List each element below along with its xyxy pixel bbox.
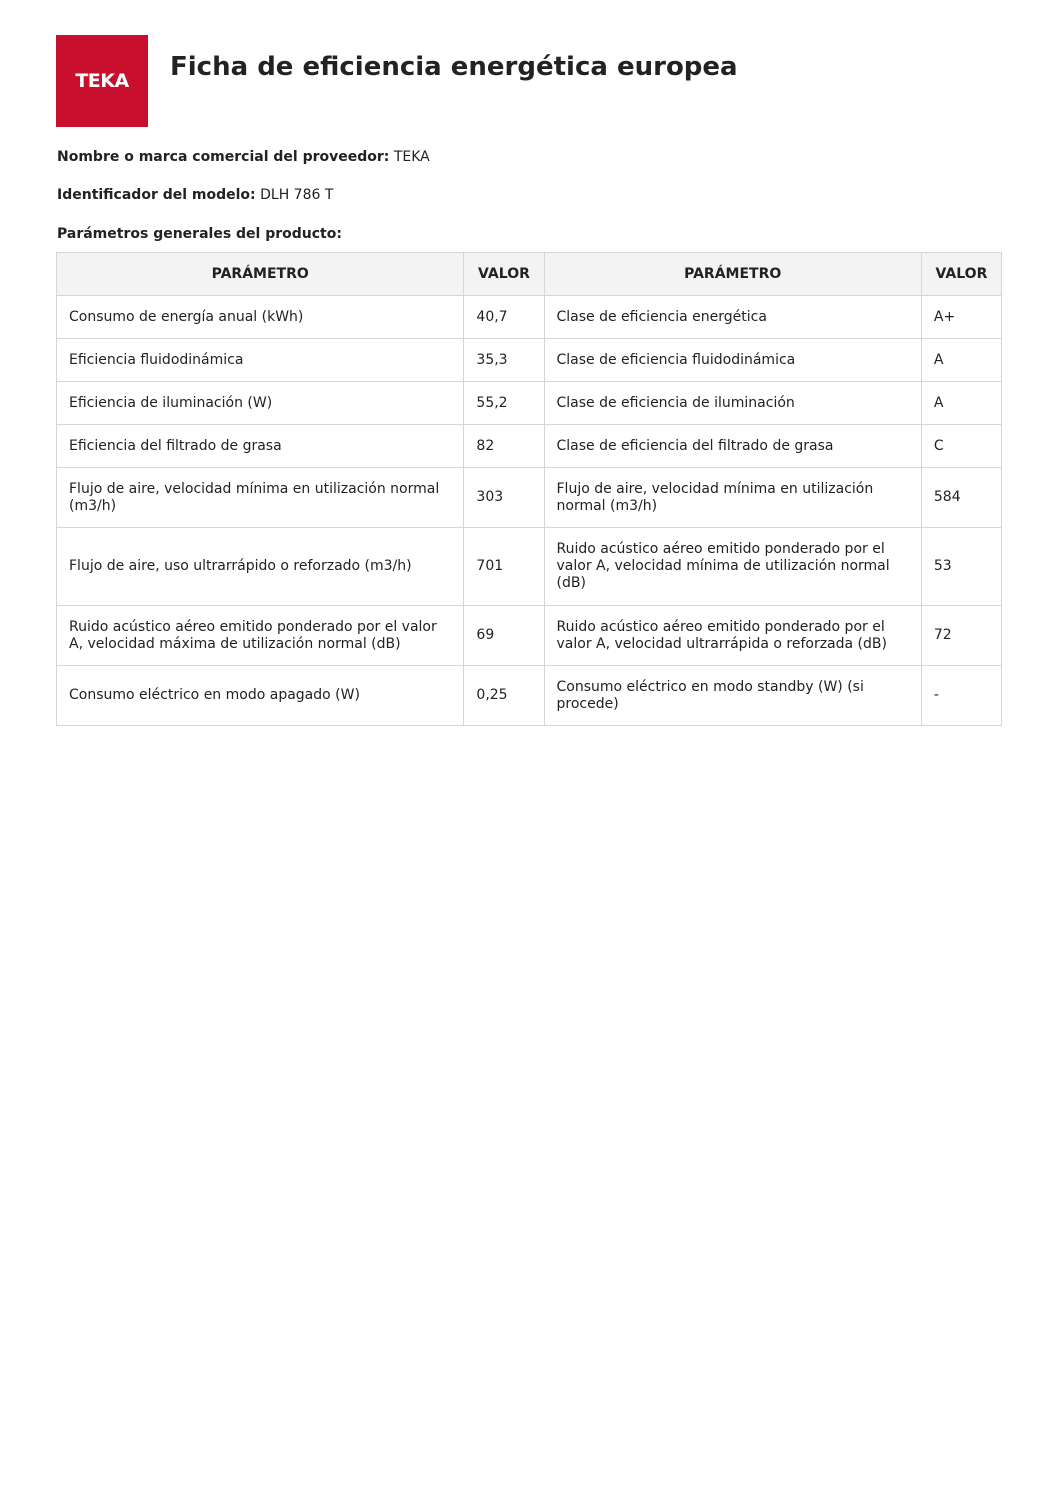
params-heading — [57, 225, 342, 243]
table-header-row — [57, 253, 1002, 296]
param-name: Clase de eficiencia del filtrado de grasa — [544, 425, 921, 468]
param-value: 584 — [921, 468, 1001, 528]
param-name: Eficiencia fluidodinámica — [57, 339, 464, 382]
model-value: DLH 786 T — [260, 187, 334, 203]
supplier-label: Nombre o marca comercial del proveedor: — [57, 149, 390, 165]
param-value: A — [921, 339, 1001, 382]
param-value: 303 — [464, 468, 544, 528]
supplier-value: TEKA — [393, 149, 430, 165]
param-value: 0,25 — [464, 666, 544, 726]
param-value: A — [921, 382, 1001, 425]
param-name: Eficiencia de iluminación (W) — [57, 382, 464, 425]
param-value: 69 — [464, 606, 544, 666]
param-value: 701 — [464, 528, 544, 606]
params-heading-text: Parámetros generales del producto: — [57, 226, 342, 242]
param-value: 35,3 — [464, 339, 544, 382]
table-row — [57, 666, 1002, 726]
param-value: 53 — [921, 528, 1001, 606]
param-name: Ruido acústico aéreo emitido ponderado por el valor A, velocidad máxima de utilización normal (dB) — [57, 606, 464, 666]
table-row — [57, 606, 1002, 666]
table-row — [57, 382, 1002, 425]
parameters-table — [56, 252, 1002, 726]
param-name: Consumo de energía anual (kWh) — [57, 296, 464, 339]
param-value: - — [921, 666, 1001, 726]
supplier-line — [57, 148, 430, 166]
param-name: Clase de eficiencia fluidodinámica — [544, 339, 921, 382]
param-name: Flujo de aire, velocidad mínima en utilización normal (m3/h) — [57, 468, 464, 528]
param-value: 55,2 — [464, 382, 544, 425]
param-value: A+ — [921, 296, 1001, 339]
header-parametro-1: PARÁMETRO — [57, 253, 464, 296]
param-value: 82 — [464, 425, 544, 468]
param-name: Ruido acústico aéreo emitido ponderado por el valor A, velocidad mínima de utilización normal (dB) — [544, 528, 921, 606]
table-row — [57, 425, 1002, 468]
table-row — [57, 468, 1002, 528]
param-name: Ruido acústico aéreo emitido ponderado por el valor A, velocidad ultrarrápida o reforzada (dB) — [544, 606, 921, 666]
page-title: Ficha de eficiencia energética europea — [170, 52, 738, 82]
table-row — [57, 528, 1002, 606]
param-name: Flujo de aire, uso ultrarrápido o reforzado (m3/h) — [57, 528, 464, 606]
header-valor-1: VALOR — [464, 253, 544, 296]
model-line — [57, 186, 333, 204]
header-valor-2: VALOR — [921, 253, 1001, 296]
teka-logo — [56, 35, 148, 127]
param-name: Flujo de aire, velocidad mínima en utilización normal (m3/h) — [544, 468, 921, 528]
param-name: Clase de eficiencia energética — [544, 296, 921, 339]
teka-logo-text: TEKA — [75, 70, 129, 92]
param-name: Clase de eficiencia de iluminación — [544, 382, 921, 425]
table-row — [57, 296, 1002, 339]
param-value: 40,7 — [464, 296, 544, 339]
table-row — [57, 339, 1002, 382]
param-name: Consumo eléctrico en modo standby (W) (si procede) — [544, 666, 921, 726]
param-name: Eficiencia del filtrado de grasa — [57, 425, 464, 468]
model-label: Identificador del modelo: — [57, 187, 256, 203]
param-value: 72 — [921, 606, 1001, 666]
param-value: C — [921, 425, 1001, 468]
param-name: Consumo eléctrico en modo apagado (W) — [57, 666, 464, 726]
header-parametro-2: PARÁMETRO — [544, 253, 921, 296]
